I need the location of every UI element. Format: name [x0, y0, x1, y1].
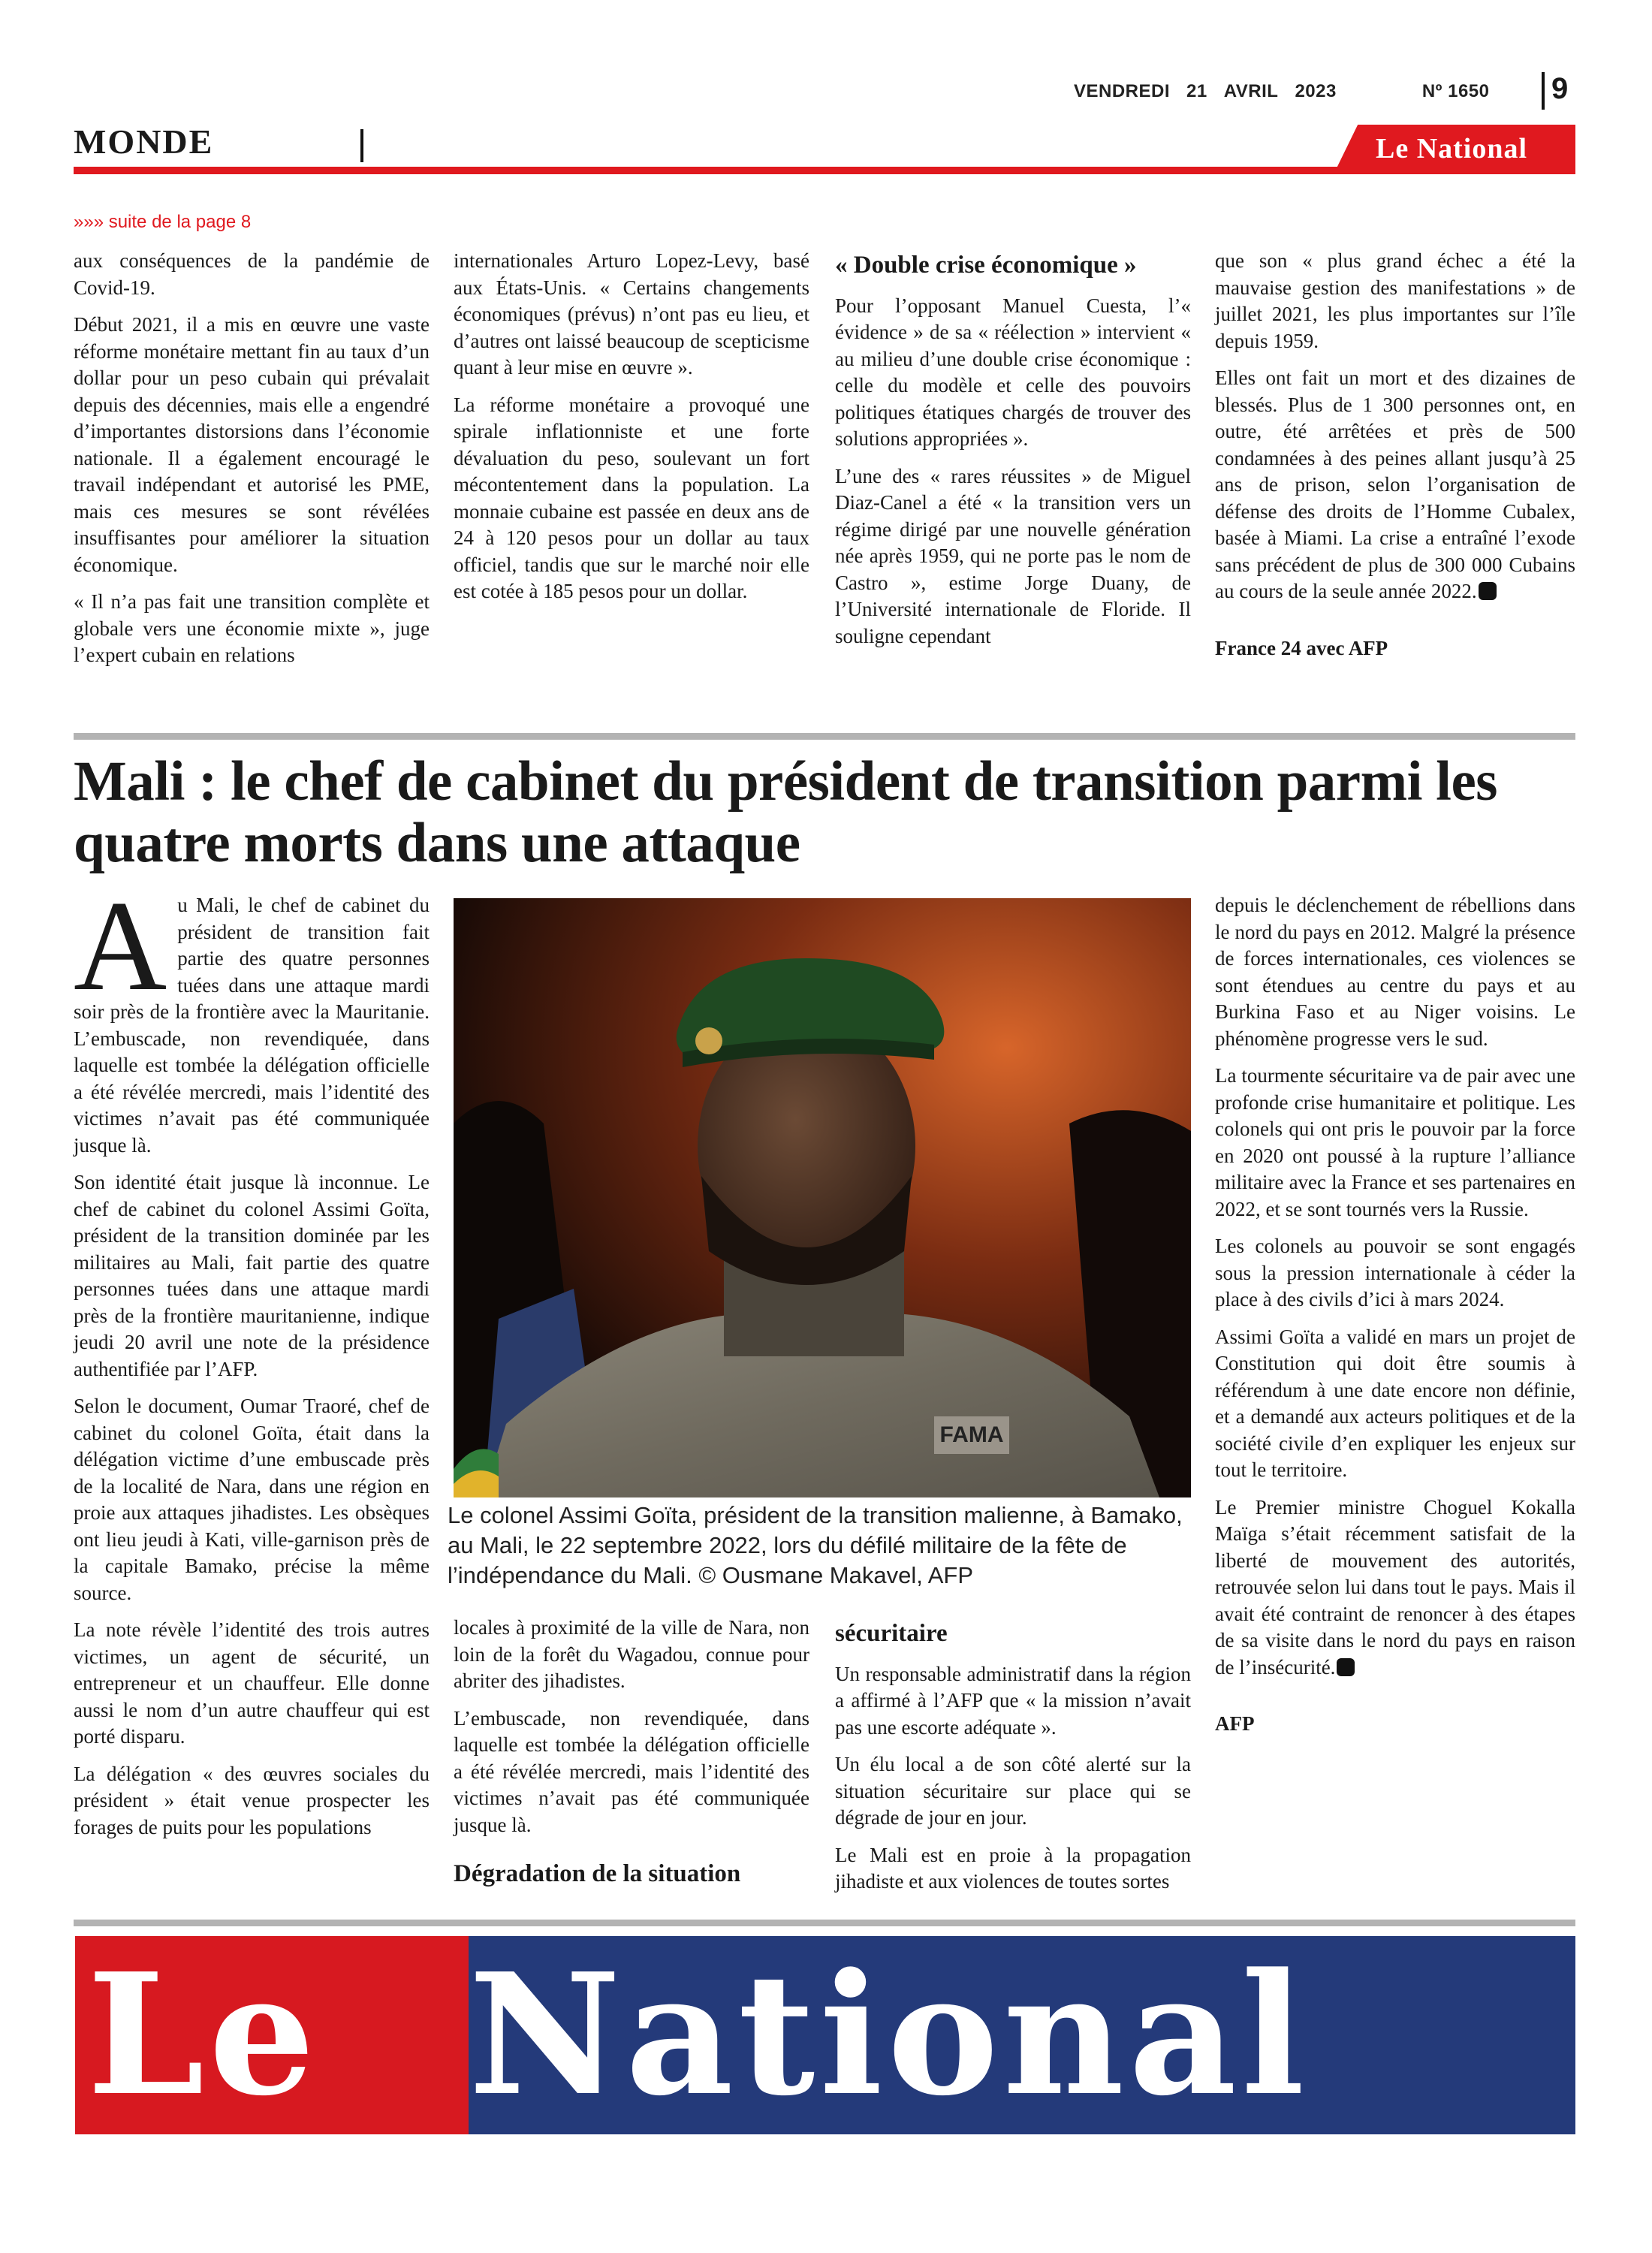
- paragraph: [1215, 365, 1575, 605]
- paragraph-text: Elles ont fait un mort et des dizaines de blessés. Plus de 1 300 personnes ont, en outre, été arrêtées et près de 500 condamnées à des peines allant jusqu’à 25 ans de prison, selon l’organisation de défense des droits de l’Homme Cubalex, basée à Miami. La crise a entraîné l’exode sans précédent de plus de 300 000 Cubains au cours de la seule année 2022.: [1215, 366, 1575, 602]
- main-article-column-3: [835, 1615, 1191, 1906]
- top-article-column-4: [1215, 248, 1575, 672]
- paragraph: Assimi Goïta a validé en mars un projet de Constitution qui doit être soumis à référendum à une date encore non définie, et a demandé aux acteurs politiques et de la société civile d’en expliquer les enjeux sur tout le territoire.: [1215, 1325, 1575, 1481]
- masthead-banner: [75, 1936, 1575, 2134]
- header-rule: [74, 167, 1575, 174]
- paragraph: depuis le déclenchement de rébellions dans le nord du pays en 2012. Malgré la présence de forces internationales, ces violences se sont étendues au centre du pays et au Burkina Faso et au Niger voisins. Le phénomène progresse vers le sud.: [1215, 894, 1575, 1050]
- banner-separator: [74, 1920, 1575, 1926]
- paragraph: La délégation « des œuvres sociales du président » était venue prospecter les forages de puits pour les populations: [74, 1762, 430, 1838]
- photo-badge: FAMA: [939, 1422, 1004, 1447]
- article-credit: France 24 avec AFP: [1215, 636, 1388, 659]
- subheading: « Double crise économique »: [835, 252, 1137, 279]
- page-number: 9: [1551, 72, 1569, 105]
- drop-cap: A: [74, 875, 167, 1018]
- article-credit: AFP: [1215, 1712, 1255, 1735]
- section-divider: [360, 129, 363, 162]
- paragraph: L’embuscade, non revendiquée, dans laquelle est tombée la délégation officielle a été révélée mercredi, mais l’identité des victimes n’avait pas été communiquée jusque là.: [454, 1706, 809, 1836]
- paragraph: Son identité était jusque là inconnue. Le chef de cabinet du colonel Assimi Goïta, président de la transition dominée par les militaires au Mali, fait partie des quatre personnes tuées dans une attaque mardi près de la frontière mauritanienne, indique jeudi 20 avril une note de la présidence authentifiée par l’AFP.: [74, 1171, 430, 1380]
- top-article-column-1: [74, 248, 430, 680]
- issue-date-line: [1074, 81, 1506, 102]
- issue-number: Nº 1650: [1421, 81, 1490, 101]
- page-number-divider: [1542, 72, 1545, 110]
- paragraph: Les colonels au pouvoir se sont engagés sous la pression internationale à céder la place à des civils d’ici à mars 2024.: [1215, 1235, 1575, 1310]
- paragraph: Pour l’opposant Manuel Cuesta, l’« évidence » de sa « réélection » intervient « au milieu d’une double crise économique : celle du modèle et celle des pouvoirs politiques étatiques chargés de trouver des solutions appropriées ».: [835, 294, 1191, 450]
- paragraph: L’une des « rares réussites » de Miguel Diaz-Canel a été « la transition vers un régime dirigé par une nouvelle génération née après 1959, qui ne porte pas le nom de Castro », estime Jorge Duany, de l’Université internationale de Floride. Il souligne cependant: [835, 464, 1191, 647]
- banner-logo-left: Le: [87, 1938, 320, 2133]
- main-article-column-2: [454, 1615, 809, 1902]
- top-article-column-2: [454, 248, 809, 616]
- article-separator: [74, 733, 1575, 740]
- paragraph: aux conséquences de la pandémie de Covid-19.: [74, 249, 430, 299]
- end-of-article-icon: [1337, 1658, 1355, 1676]
- paragraph-text: u Mali, le chef de cabinet du président de transition fait partie des quatre personnes tuées dans une attaque mardi soir près de la frontière avec la Mauritanie. L’embuscade, non revendiquée, dans laquelle est tombée la délégation officielle a été révélée mercredi, mais l’identité des victimes n’avait pas été communiquée jusque là.: [74, 894, 430, 1157]
- banner-logo: [87, 1938, 1310, 2133]
- subheading: sécuritaire: [835, 1620, 948, 1647]
- paragraph: Début 2021, il a mis en œuvre une vaste réforme monétaire mettant fin au taux d’un dollar pour un peso cubain qui prévalait depuis des décennies, mais elle a engendré d’importantes distorsions dans l’économie nationale. Il a également encouragé le travail indépendant et autorisé les PME, mais ces mesures se sont révélées insuffisantes pour améliorer la situation économique.: [74, 313, 430, 576]
- paragraph: Un responsable administratif dans la région a affirmé à l’AFP que « la mission n’avait pas une escorte adéquate ».: [835, 1662, 1191, 1739]
- paragraph: Le Mali est en proie à la propagation jihadiste et aux violences de toutes sortes: [835, 1843, 1191, 1893]
- banner-logo-right: National: [469, 1938, 1310, 2133]
- continuation-note: »»» suite de la page 8: [74, 212, 252, 232]
- photo-caption: Le colonel Assimi Goïta, président de la transition malienne, à Bamako, au Mali, le 22 septembre 2022, lors du défilé militaire de la fête de l’indépendance du Mali. © Ousmane Makavel, AFP: [448, 1502, 1183, 1588]
- paragraph: [1215, 1494, 1575, 1681]
- paragraph: locales à proximité de la ville de Nara, non loin de la forêt du Wagadou, connue pour abriter des jihadistes.: [454, 1616, 809, 1692]
- article-photo: [454, 898, 1191, 1497]
- paragraph: internationales Arturo Lopez-Levy, basé aux États-Unis. « Certains changements économiques (prévus) n’ont pas eu lieu, et d’autres ont laissé beaucoup de scepticisme quant à leur mise en œuvre ».: [454, 249, 809, 379]
- main-article-column-4: [1215, 892, 1575, 1748]
- paragraph: Selon le document, Oumar Traoré, chef de cabinet du colonel Goïta, était dans la délégation victime d’une embuscade près de la localité de Nara, dans une région en proie aux attaques jihadistes. Les obsèques ont lieu jeudi à Kati, ville-garnison près de la capitale Bamako, précise la même source.: [74, 1395, 430, 1604]
- paragraph-text: Le Premier ministre Choguel Kokalla Maïga s’était récemment satisfait de la liberté de mouvement des autorités, retrouvée selon lui dans tout le pays. Mais il avait été contraint de renoncer à des étapes de sa visite dans le nord du pays en raison de l’insécurité.: [1215, 1495, 1575, 1678]
- issue-month: AVRIL: [1223, 81, 1279, 101]
- main-headline: Mali : le chef de cabinet du président de transition parmi les quatre morts dans une attaque: [74, 750, 1497, 874]
- issue-year: 2023: [1295, 81, 1337, 101]
- lead-paragraph: [74, 875, 430, 1159]
- issue-day: VENDREDI: [1074, 81, 1171, 101]
- paragraph: La réforme monétaire a provoqué une spirale inflationniste et une forte dévaluation du peso, soulevant un fort mécontentement dans la population. La monnaie cubaine est passée en deux ans de 24 à 120 pesos pour un dollar au taux officiel, tandis que sur le marché noir elle est cotée à 185 pesos pour un dollar.: [454, 393, 809, 602]
- issue-date: 21: [1186, 81, 1207, 101]
- paragraph: « Il n’a pas fait une transition complète et globale vers une économie mixte », juge l’expert cubain en relations: [74, 590, 430, 666]
- top-article-column-3: [835, 248, 1191, 660]
- end-of-article-icon: [1479, 582, 1497, 600]
- main-article-column-1: [74, 875, 430, 1851]
- brand-tab-label: Le National: [1376, 133, 1528, 164]
- section-title: MONDE: [74, 122, 214, 161]
- paragraph: La note révèle l’identité des trois autres victimes, un agent de sécurité, un entrepreneur et un chauffeur. Elle donne aussi le nom d’un autre chauffeur qui est porté disparu.: [74, 1618, 430, 1748]
- paragraph: que son « plus grand échec a été la mauvaise gestion des manifestations » de juillet 2021, les plus importantes sur l’île depuis 1959.: [1215, 249, 1575, 352]
- paragraph: Un élu local a de son côté alerté sur la situation sécuritaire sur place qui se dégrade de jour en jour.: [835, 1753, 1191, 1829]
- subheading: Dégradation de la situation: [454, 1860, 741, 1887]
- paragraph: La tourmente sécuritaire va de pair avec une profonde crise humanitaire et politique. Les colonels qui ont pris le pouvoir par la force en 2020 ont poussé à la rupture l’alliance militaire avec la France et ses partenaires en 2022, et se sont tournés vers la Russie.: [1215, 1064, 1575, 1220]
